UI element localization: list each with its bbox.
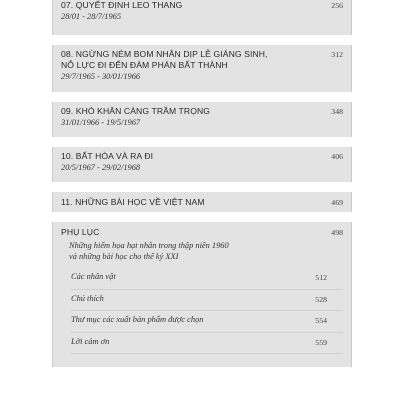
page-number: 554 bbox=[315, 316, 327, 325]
list-item bbox=[71, 290, 343, 312]
page-number: 469 bbox=[331, 198, 343, 207]
item-label: Các nhân vật bbox=[71, 272, 116, 281]
appendix-title: PHỤ LỤC bbox=[61, 227, 100, 237]
chapter-title: 11. NHỮNG BÀI HỌC VỀ VIỆT NAM bbox=[61, 197, 205, 207]
item-label: Thư mục các xuất bản phẩm được chọn bbox=[71, 315, 204, 324]
appendix-section bbox=[52, 222, 352, 367]
page-number: 559 bbox=[315, 337, 327, 347]
chapter-11 bbox=[52, 192, 352, 212]
item-label: Chú thích bbox=[71, 293, 104, 303]
appendix-items bbox=[61, 268, 343, 354]
page-number: 498 bbox=[331, 228, 343, 237]
chapter-title: 07. QUYẾT ĐỊNH LEO THANG bbox=[61, 0, 183, 10]
page-number: 348 bbox=[331, 107, 343, 116]
table-of-contents bbox=[52, 0, 352, 377]
chapter-10 bbox=[52, 147, 352, 182]
chapter-07 bbox=[52, 0, 352, 35]
chapter-title-line2: NỖ LỰC ĐI ĐẾN ĐÀM PHÁN BẤT THÀNH bbox=[61, 60, 228, 70]
chapter-08 bbox=[52, 45, 352, 92]
chapter-title: 09. KHÓ KHĂN CÀNG TRẦM TRỌNG bbox=[61, 106, 211, 116]
list-item bbox=[71, 311, 343, 333]
item-label: Lời cảm ơn bbox=[71, 336, 110, 346]
list-item bbox=[71, 333, 343, 355]
list-item bbox=[71, 268, 343, 290]
page-number: 512 bbox=[315, 273, 327, 282]
page-number: 312 bbox=[331, 50, 343, 59]
chapter-dates: 20/5/1967 - 29/02/1968 bbox=[61, 163, 141, 172]
chapter-dates: 29/7/1965 - 30/01/1966 bbox=[61, 72, 141, 81]
page-number: 256 bbox=[331, 1, 343, 10]
page-number: 528 bbox=[315, 294, 327, 304]
chapter-title-line1: 08. NGỪNG NÉM BOM NHÂN DỊP LỄ GIÁNG SINH, bbox=[61, 49, 268, 59]
chapter-title: 10. BẤT HÒA VÀ RA ĐI bbox=[61, 151, 154, 161]
chapter-dates: 31/01/1966 - 19/5/1967 bbox=[61, 118, 141, 127]
appendix-description-line1: Những hiểm họa hạt nhân trong thập niên 1960 bbox=[69, 241, 229, 250]
page-number: 406 bbox=[331, 152, 343, 161]
appendix-description-line2: và những bài học cho thế kỷ XXI bbox=[69, 252, 179, 261]
chapter-dates: 28/01 - 28/7/1965 bbox=[61, 12, 122, 21]
chapter-09 bbox=[52, 102, 352, 137]
